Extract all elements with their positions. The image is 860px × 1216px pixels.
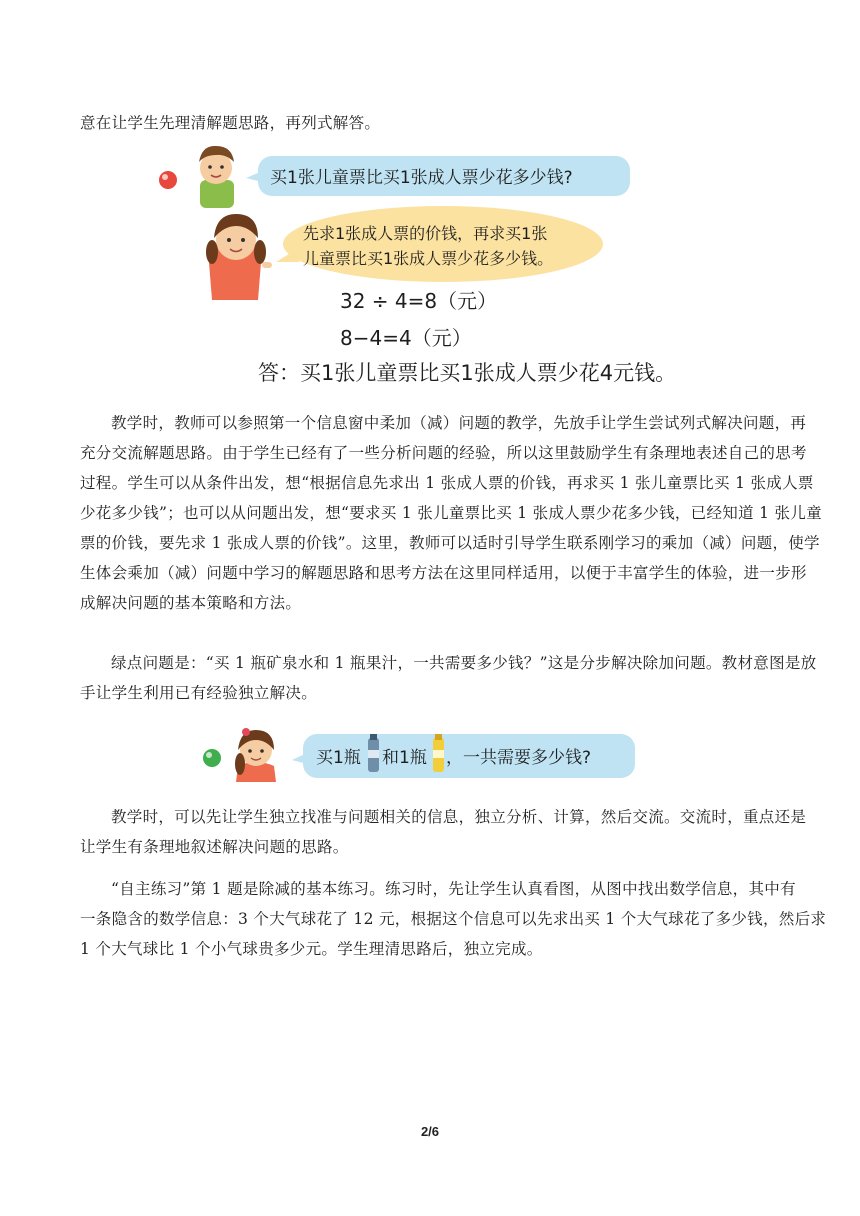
boy-bubble-text: 买1张儿童票比买1张成人票少花多少钱? <box>270 168 573 188</box>
boy-character <box>199 146 234 208</box>
text-line: 过程。学生可以从条件出发，想“根据信息先求出 1 张成人票的价钱，再求买 1 张儿童票比买 1 张成人票 <box>80 474 814 492</box>
text-line: 手让学生利用已有经验独立解决。 <box>80 684 318 702</box>
girl-character <box>235 728 276 782</box>
water-bottle-icon <box>368 734 379 772</box>
text-line: 成解决问题的基本策略和方法。 <box>80 594 302 612</box>
text-line: 少花多少钱”；也可以从问题出发，想“要求买 1 张儿童票比买 1 张成人票少花多少钱，已经知道 1 张儿童 <box>80 504 822 522</box>
girl-speech-bubble <box>276 206 603 282</box>
paragraph-teaching-1 <box>80 408 822 618</box>
girl-bubble-line2: 儿童票比买1张成人票少花多少钱。 <box>303 249 554 268</box>
girl-bubble-line1: 先求1张成人票的价钱，再求买1张 <box>303 224 548 243</box>
bubble-text-part3: ，一共需要多少钱? <box>446 748 592 768</box>
paragraph-green-dot <box>80 648 817 708</box>
text-line: 充分交流解题思路。由于学生已经有了一些分析问题的经验，所以这里鼓励学生有条理地表述自己的思考 <box>80 444 807 462</box>
text-line: 票的价钱，要先求 1 张成人票的价钱”。这里，教师可以适时引导学生联系刚学习的乘加（减）问题，使学 <box>80 534 820 552</box>
text-line: 绿点问题是：“买 1 瓶矿泉水和 1 瓶果汁，一共需要多少钱？”这是分步解决除加问题。教材意图是放 <box>111 654 817 672</box>
textbook-illustration-1 <box>0 0 860 400</box>
juice-bottle-icon <box>433 734 444 772</box>
page-number: 2/6 <box>420 1124 440 1139</box>
text-line: “自主练习”第 1 题是除减的基本练习。练习时，先让学生认真看图，从图中找出数学信息，其中有 <box>111 880 796 898</box>
text-line: 让学生有条理地叙述解决问题的思路。 <box>80 838 349 856</box>
equation-1: 32 ÷ 4=8（元） <box>340 289 498 313</box>
green-dot-icon <box>203 749 221 767</box>
question-speech-bubble <box>292 734 635 778</box>
text-line: 生体会乘加（减）问题中学习的解题思路和思考方法在这里同样适用，以便于丰富学生的体验，进一步形 <box>80 564 807 582</box>
text-line: 教学时，教师可以参照第一个信息窗中柔加（减）问题的教学，先放手让学生尝试列式解决问题，再 <box>111 414 807 432</box>
paragraph-practice <box>80 874 827 964</box>
text-line: 一条隐含的数学信息：3 个大气球花了 12 元，根据这个信息可以先求出买 1 个大气球花了多少钱，然后求 <box>80 910 827 928</box>
equation-2: 8−4=4（元） <box>340 326 472 350</box>
text-line: 1 个大气球比 1 个小气球贵多少元。学生理清思路后，独立完成。 <box>80 940 543 958</box>
paragraph-teaching-2 <box>80 802 807 862</box>
text-line: 教学时，可以先让学生独立找准与问题相关的信息，独立分析、计算，然后交流。交流时，重点还是 <box>111 808 807 826</box>
intro-text: 意在让学生先理清解题思路，再列式解答。 <box>80 114 381 132</box>
bubble-text-part1: 买1瓶 <box>316 748 361 768</box>
girl-character <box>206 214 272 300</box>
bubble-text-part2: 和1瓶 <box>382 748 427 768</box>
red-dot-icon <box>159 171 177 189</box>
boy-speech-bubble <box>246 156 630 196</box>
answer-line: 答：买1张儿童票比买1张成人票少花4元钱。 <box>258 361 677 385</box>
textbook-illustration-2 <box>0 720 860 790</box>
